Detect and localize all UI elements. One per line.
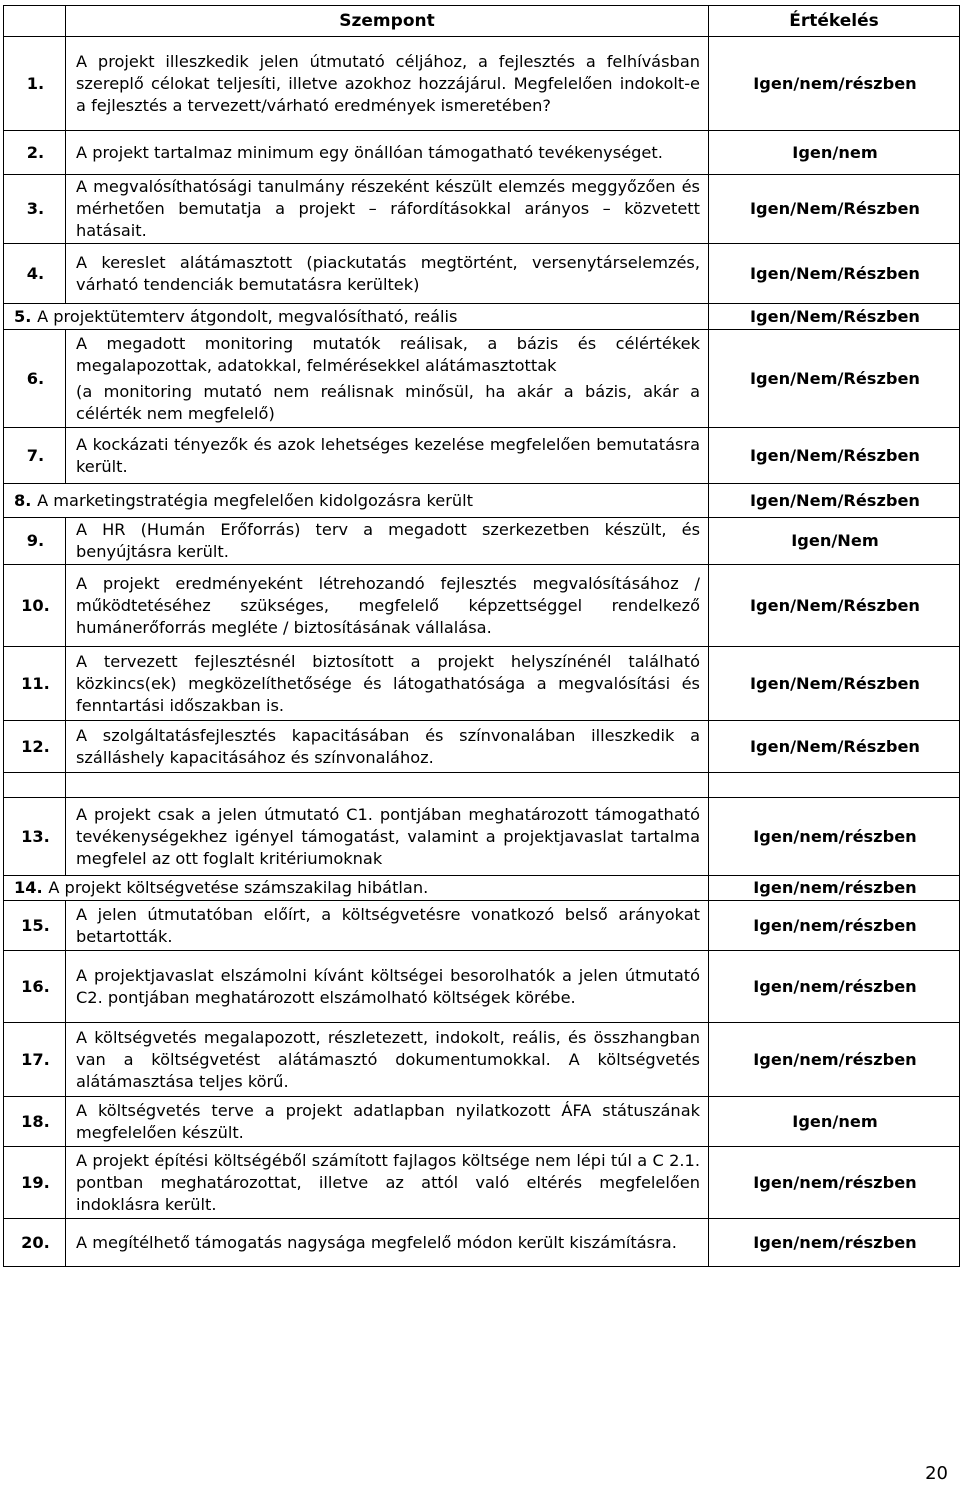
row-criterion: A kereslet alátámasztott (piackutatás megtörtént, versenytárselemzés, várható tendenciák bemutatásra kerültek) — [66, 244, 709, 304]
table-row — [4, 175, 960, 244]
row-rating: Igen/Nem/Részben — [709, 244, 960, 304]
row-rating: Igen/nem/részben — [709, 1219, 960, 1267]
row-number: 15. — [4, 901, 66, 951]
row-criterion-wide — [4, 876, 709, 901]
row-rating: Igen/nem/részben — [709, 876, 960, 901]
row-rating: Igen/Nem/Részben — [709, 647, 960, 721]
row-criterion: A projekt eredményeként létrehozandó fejlesztés megvalósításához / működtetéséhez szükséges, megfelelő képzettséggel rendelkező humánerőforrás megléte / biztosításának vállalása. — [66, 565, 709, 647]
table-row — [4, 1147, 960, 1219]
table-row — [4, 647, 960, 721]
row-number: 17. — [4, 1023, 66, 1097]
header-rating: Értékelés — [709, 6, 960, 37]
row-criterion: A marketingstratégia megfelelően kidolgozásra került — [37, 490, 473, 510]
row-number: 8. — [14, 490, 32, 510]
table-header-row — [4, 6, 960, 37]
row-criterion: A projektjavaslat elszámolni kívánt költségei besorolhatók a jelen útmutató C2. pontjában meghatározott elszámolható költségek körébe. — [66, 951, 709, 1023]
table-row — [4, 428, 960, 484]
table-row — [4, 131, 960, 175]
table-row — [4, 484, 960, 518]
row-rating: Igen/Nem/Részben — [709, 484, 960, 518]
table-row — [4, 244, 960, 304]
table-row — [4, 876, 960, 901]
row-number: 7. — [4, 428, 66, 484]
row-number: 18. — [4, 1097, 66, 1147]
row-criterion-cell — [66, 330, 709, 428]
row-criterion: A projekt költségvetése számszakilag hibátlan. — [48, 878, 429, 897]
table-row — [4, 721, 960, 773]
row-criterion-wide — [4, 484, 709, 518]
table-row — [4, 330, 960, 428]
blank-cell — [709, 773, 960, 798]
row-number: 3. — [4, 175, 66, 244]
row-criterion: A költségvetés terve a projekt adatlapban nyilatkozott ÁFA státuszának megfelelően készült. — [66, 1097, 709, 1147]
row-number: 10. — [4, 565, 66, 647]
row-criterion: A HR (Humán Erőforrás) terv a megadott szerkezetben készült, és benyújtásra került. — [66, 518, 709, 565]
row-criterion: A szolgáltatásfejlesztés kapacitásában és színvonalában illeszkedik a szálláshely kapacitásához és színvonalához. — [66, 721, 709, 773]
row-rating: Igen/nem — [709, 1097, 960, 1147]
table-row — [4, 1023, 960, 1097]
row-rating: Igen/nem/részben — [709, 901, 960, 951]
row-number: 1. — [4, 37, 66, 131]
table-row — [4, 37, 960, 131]
row-number: 4. — [4, 244, 66, 304]
row-rating: Igen/nem/részben — [709, 798, 960, 876]
row-criterion: A projekt tartalmaz minimum egy önállóan támogatható tevékenységet. — [66, 131, 709, 175]
row-number: 9. — [4, 518, 66, 565]
table-row — [4, 304, 960, 330]
table-row — [4, 798, 960, 876]
row-rating: Igen/nem/részben — [709, 1023, 960, 1097]
table-row — [4, 518, 960, 565]
row-criterion: A kockázati tényezők és azok lehetséges kezelése megfelelően bemutatásra került. — [66, 428, 709, 484]
row-rating: Igen/Nem/Részben — [709, 565, 960, 647]
row-rating: Igen/nem/részben — [709, 951, 960, 1023]
criteria-table — [3, 5, 960, 1267]
row-number: 5. — [14, 306, 32, 326]
row-rating: Igen/nem/részben — [709, 1147, 960, 1219]
table-row — [4, 1097, 960, 1147]
row-rating: Igen/nem/részben — [709, 37, 960, 131]
row-rating: Igen/Nem/Részben — [709, 330, 960, 428]
row-rating: Igen/Nem/Részben — [709, 175, 960, 244]
table-row — [4, 565, 960, 647]
blank-cell — [66, 773, 709, 798]
row-criterion: A megadott monitoring mutatók reálisak, a bázis és célértékek megalapozottak, adatokkal, felmérésekkel alátámasztottak — [76, 333, 700, 375]
header-criterion: Szempont — [66, 6, 709, 37]
row-number: 14. — [14, 878, 43, 897]
row-rating: Igen/Nem/Részben — [709, 721, 960, 773]
row-criterion: A költségvetés megalapozott, részletezett, indokolt, reális, és összhangban van a költségvetést alátámasztó dokumentumokkal. A költségvetés alátámasztása teljes körű. — [66, 1023, 709, 1097]
table-row — [4, 1219, 960, 1267]
row-number: 11. — [4, 647, 66, 721]
row-rating: Igen/Nem/Részben — [709, 428, 960, 484]
blank-cell — [4, 773, 66, 798]
row-criterion: A megvalósíthatósági tanulmány részeként készült elemzés meggyőzően és mérhetően bemutatja a projekt – ráfordításokkal arányos – közvetett hatásait. — [66, 175, 709, 244]
row-criterion: A projekt csak a jelen útmutató C1. pontjában meghatározott támogatható tevékenységekhez igényel támogatást, valamint a projektjavaslat tartalma megfelel az ott foglalt kritériumoknak — [66, 798, 709, 876]
row-criterion-note: (a monitoring mutató nem reálisnak minősül, ha akár a bázis, akár a célérték nem megfelelő) — [76, 381, 700, 423]
row-rating: Igen/nem — [709, 131, 960, 175]
row-number: 19. — [4, 1147, 66, 1219]
header-empty — [4, 6, 66, 37]
row-number: 16. — [4, 951, 66, 1023]
row-criterion-wide — [4, 304, 709, 330]
row-number: 13. — [4, 798, 66, 876]
row-criterion: A projektütemterv átgondolt, megvalósítható, reális — [37, 306, 458, 326]
row-number: 2. — [4, 131, 66, 175]
row-rating: Igen/Nem/Részben — [709, 304, 960, 330]
page-number: 20 — [925, 1463, 948, 1484]
row-number: 20. — [4, 1219, 66, 1267]
row-criterion: A projekt illeszkedik jelen útmutató céljához, a fejlesztés a felhívásban szereplő célokat teljesíti, illetve azokhoz hozzájárul. Megfelelően indokolt-e a fejlesztés a tervezett/várható eredmények ismeretében? — [66, 37, 709, 131]
row-criterion: A projekt építési költségéből számított fajlagos költsége nem lépi túl a C 2.1. pontban meghatározottat, illetve az attól való eltérés megfelelően indoklásra került. — [66, 1147, 709, 1219]
row-criterion: A megítélhető támogatás nagysága megfelelő módon került kiszámításra. — [66, 1219, 709, 1267]
table-row — [4, 951, 960, 1023]
blank-row — [4, 773, 960, 798]
row-rating: Igen/Nem — [709, 518, 960, 565]
row-criterion: A jelen útmutatóban előírt, a költségvetésre vonatkozó belső arányokat betartották. — [66, 901, 709, 951]
table-row — [4, 901, 960, 951]
row-number: 6. — [4, 330, 66, 428]
row-criterion: A tervezett fejlesztésnél biztosított a projekt helyszínénél található közkincs(ek) megközelíthetősége és látogathatósága a megvalósítási és fenntartási időszakban is. — [66, 647, 709, 721]
row-number: 12. — [4, 721, 66, 773]
